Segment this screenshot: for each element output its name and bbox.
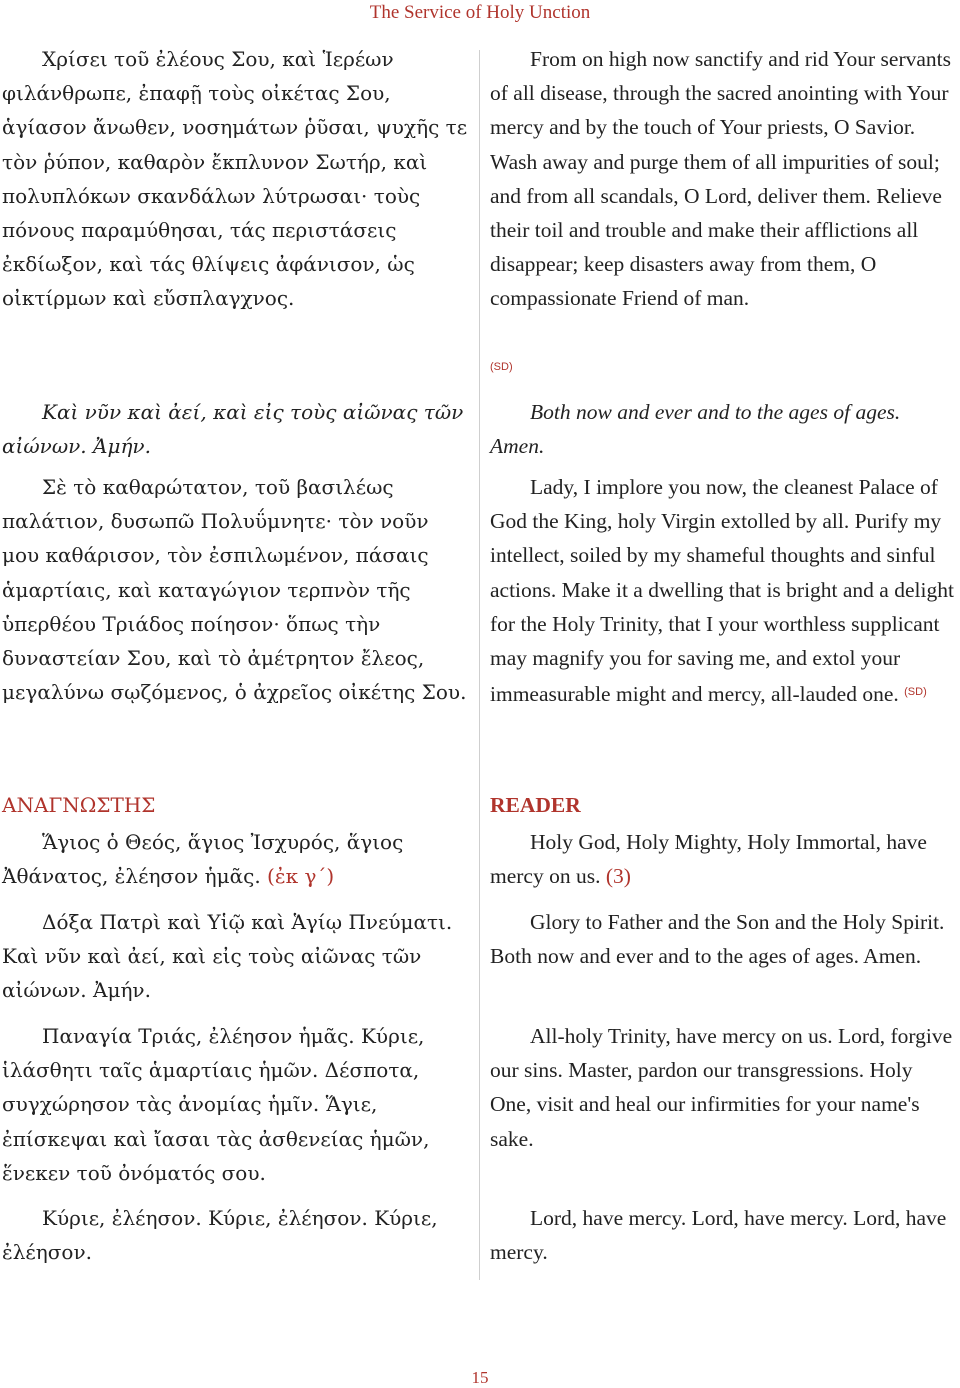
greek-trisagion-text: Ἅγιος ὁ Θεός, ἅγιος Ἰσχυρός, ἅγιος Ἀθάνατος, ἐλέησον ἡμᾶς. — [2, 830, 404, 889]
page-number: 15 — [471, 1368, 489, 1387]
english-hymn-1: From on high now sanctify and rid Your servants of all disease, through the sacred anointing with Your mercy and by the touch of Your priests, O Savior. Wash away and purge them of all impurities of soul; and from all scandals, O Lord, deliver them. Relieve their toil and trouble and make their afflictions all disappear; keep disasters away from them, O compassionate Friend of man. — [490, 47, 952, 311]
english-kyrie: Lord, have mercy. Lord, have mercy. Lord, have mercy. — [490, 1206, 947, 1265]
greek-reader-heading: ΑΝΑΓΝΩΣΤΗΣ — [2, 793, 156, 817]
greek-theotokion: Σὲ τὸ καθαρώτατον, τοῦ βασιλέως παλάτιον, δυσωπῶ Πολυΰμνητε· τὸν νοῦν μου καθάρισον, τὸν ἐσπιλωμένον, πάσαις ἁμαρτίαις, καὶ καταγώγιον τερπνὸν τῆς ὑπερθέου Τριάδος ποίησον· ὅπως τὴν δυναστείαν Σου, καὶ τὸ ἀμέτρητον ἔλεος, μεγαλύνω σῳζόμενος, ὁ ἀχρεῖος οἰκέτης Σου. — [2, 475, 467, 705]
greek-hymn-1: Χρίσει τοῦ ἐλέους Σου, καὶ Ἱερέων φιλάνθρωπε, ἐπαφῇ τοὺς οἰκέτας Σου, ἁγίασον ἄνωθεν, νοσημάτων ῥῦσαι, ψυχῆς τε τὸν ῥύπον, καθαρὸν ἔκπλυνον Σωτήρ, καὶ πολυπλόκων σκανδάλων λύτρωσαι· τοὺς πόνους παραμύθησαι, τάς περιστάσεις ἐκδίωξον, καὶ τάς θλίψεις ἀφάνισον, ὡς οἰκτίρμων καὶ εὔσπλαγχνος. — [2, 47, 468, 311]
greek-trisagion — [2, 825, 468, 893]
english-trisagion-count: (3) — [605, 864, 631, 889]
english-reader-heading: READER — [490, 793, 581, 817]
running-head: The Service of Holy Unction — [369, 2, 591, 23]
english-sd-marker-1: (SD) — [490, 361, 513, 373]
english-doxology-italic: Both now and ever and to the ages of ages. Amen. — [490, 400, 901, 459]
english-panagia: All-holy Trinity, have mercy on us. Lord, forgive our sins. Master, pardon our transgressions. Holy One, visit and heal our infirmities for your name's sake. — [490, 1024, 953, 1151]
english-glory: Glory to Father and the Son and the Holy Spirit. Both now and ever and to the ages of ages. Amen. — [490, 910, 945, 969]
greek-panagia: Παναγία Τριάς, ἐλέησον ἡμᾶς. Κύριε, ἱλάσθητι ταῖς ἁμαρτίαις ἡμῶν. Δέσποτα, συγχώρησον τὰς ἀνομίας ἡμῖν. Ἅγιε, ἐπίσκεψαι καὶ ἴασαι τὰς ἀσθενείας ἡμῶν, ἕνεκεν τοῦ ὀνόματός σου. — [2, 1024, 430, 1185]
greek-trisagion-count: (ἐκ γ΄) — [267, 864, 335, 889]
english-trisagion-text: Holy God, Holy Mighty, Holy Immortal, have mercy on us. — [490, 830, 927, 889]
greek-glory: Δόξα Πατρὶ καὶ Υἱῷ καὶ Ἁγίῳ Πνεύματι. Καὶ νῦν καὶ ἀεί, καὶ εἰς τοὺς αἰῶνας τῶν αἰώνων. Ἀμήν. — [2, 910, 453, 1003]
greek-doxology-italic: Καὶ νῦν καὶ ἀεί, καὶ εἰς τοὺς αἰῶνας τῶν αἰώνων. Ἀμήν. — [2, 400, 464, 459]
english-trisagion — [490, 825, 958, 893]
column-divider — [479, 50, 480, 1280]
english-theotokion — [490, 470, 958, 711]
greek-kyrie: Κύριε, ἐλέησον. Κύριε, ἐλέησον. Κύριε, ἐλέησον. — [2, 1206, 438, 1265]
english-theotokion-text: Lady, I implore you now, the cleanest Palace of God the King, holy Virgin extolled by all. Purify my intellect, soiled by my shameful thoughts and sinful actions. Make it a dwelling that is bright and a delight for the Holy Trinity, that I your worthless supplicant may magnify you for saving me, and extol your immeasurable might and mercy, all-lauded one. — [490, 475, 954, 707]
english-sd-marker-2: (SD) — [904, 686, 927, 699]
